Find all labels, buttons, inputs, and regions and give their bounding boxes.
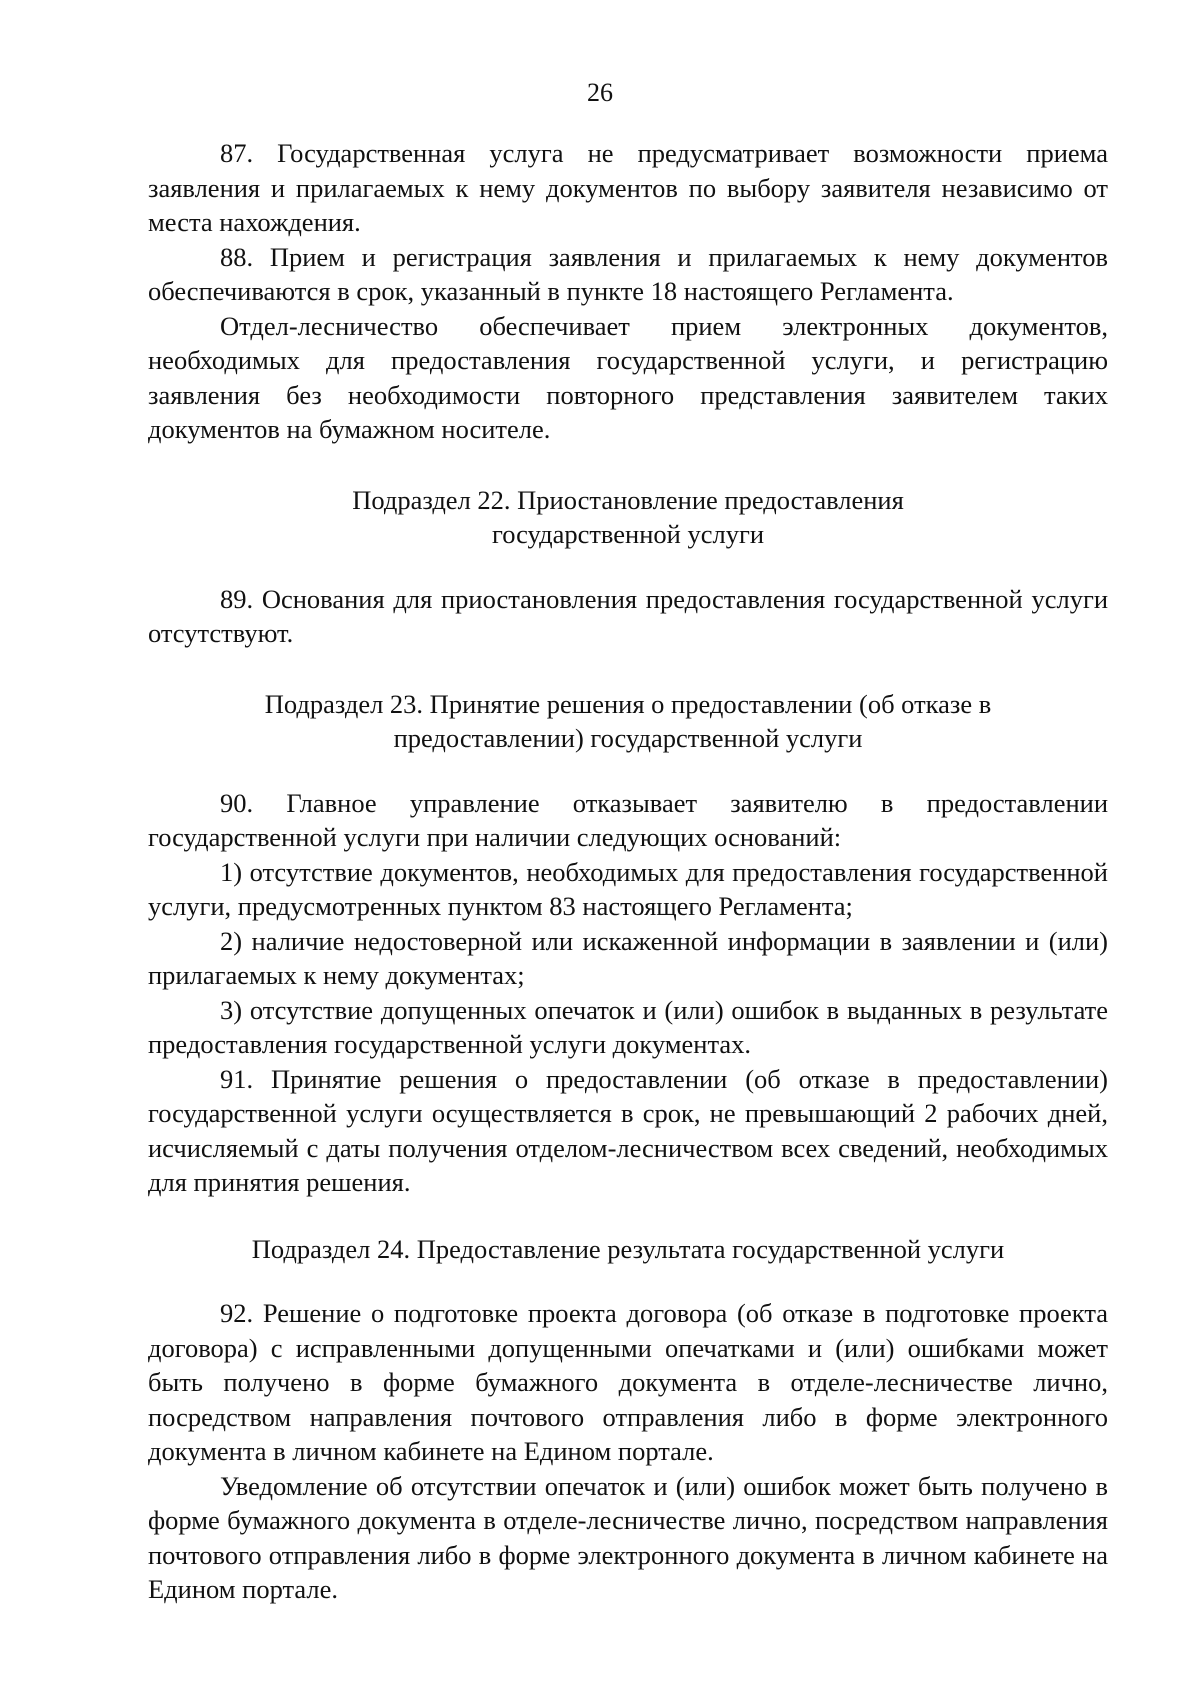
section-24-heading	[148, 1232, 1108, 1267]
section-22-heading	[148, 483, 1108, 552]
paragraph-90: 90. Главное управление отказывает заявителю в предоставлении государственной услуги при наличии следующих оснований:	[148, 787, 1108, 852]
paragraph-90-item-3: 3) отсутствие допущенных опечаток и (или) ошибок в выданных в результате предоставления государственной услуги документах.	[148, 994, 1108, 1059]
document-body	[148, 136, 1108, 1607]
paragraph-90-item-1: 1) отсутствие документов, необходимых для предоставления государственной услуги, предусмотренных пунктом 83 настоящего Регламента;	[148, 856, 1108, 921]
section-22-heading-line1: Подраздел 22. Приостановление предоставления	[352, 484, 904, 515]
section-23-heading-line2: предоставлении) государственной услуги	[393, 723, 863, 753]
paragraph-92: 92. Решение о подготовке проекта договора (об отказе в подготовке проекта договора) с исправленными допущенными опечатками и (или) ошибками может быть получено в форме бумажного документа в отделе-лесничестве лично, посредством направления почтового отправления либо в форме электронного документа в личном кабинете на Едином портале.	[148, 1298, 1108, 1466]
section-22-heading-line2: государственной услуги	[491, 519, 765, 549]
section-23-heading	[148, 687, 1108, 756]
paragraph-90-item-2: 2) наличие недостоверной или искаженной информации в заявлении и (или) прилагаемых к нему документах;	[148, 925, 1108, 990]
paragraph-88: 88. Прием и регистрация заявления и прилагаемых к нему документов обеспечиваются в срок, указанный в пункте 18 настоящего Регламента.	[148, 241, 1108, 306]
section-24-heading-line1: Подраздел 24. Предоставление результата государственной услуги	[251, 1233, 1005, 1264]
section-23-heading-line1: Подраздел 23. Принятие решения о предоставлении (об отказе в	[264, 688, 992, 719]
paragraph-89: 89. Основания для приостановления предоставления государственной услуги отсутствуют.	[148, 583, 1108, 648]
paragraph-92-continued: Уведомление об отсутствии опечаток и (или) ошибок может быть получено в форме бумажного документа в отделе-лесничестве лично, посредством направления почтового отправления либо в форме электронного документа в личном кабинете на Едином портале.	[148, 1470, 1108, 1604]
page-number: 26	[587, 78, 613, 107]
paragraph-87: 87. Государственная услуга не предусматривает возможности приема заявления и прилагаемых к нему документов по выбору заявителя независимо от места нахождения.	[148, 138, 1108, 237]
paragraph-91: 91. Принятие решения о предоставлении (об отказе в предоставлении) государственной услуги осуществляется в срок, не превышающий 2 рабочих дней, исчисляемый с даты получения отделом-лесничеством всех сведений, необходимых для принятия решения.	[148, 1063, 1108, 1197]
paragraph-88-continued: Отдел-лесничество обеспечивает прием электронных документов, необходимых для предоставления государственной услуги, и регистрацию заявления без необходимости повторного представления заявителем таких документов на бумажном носителе.	[148, 310, 1108, 444]
